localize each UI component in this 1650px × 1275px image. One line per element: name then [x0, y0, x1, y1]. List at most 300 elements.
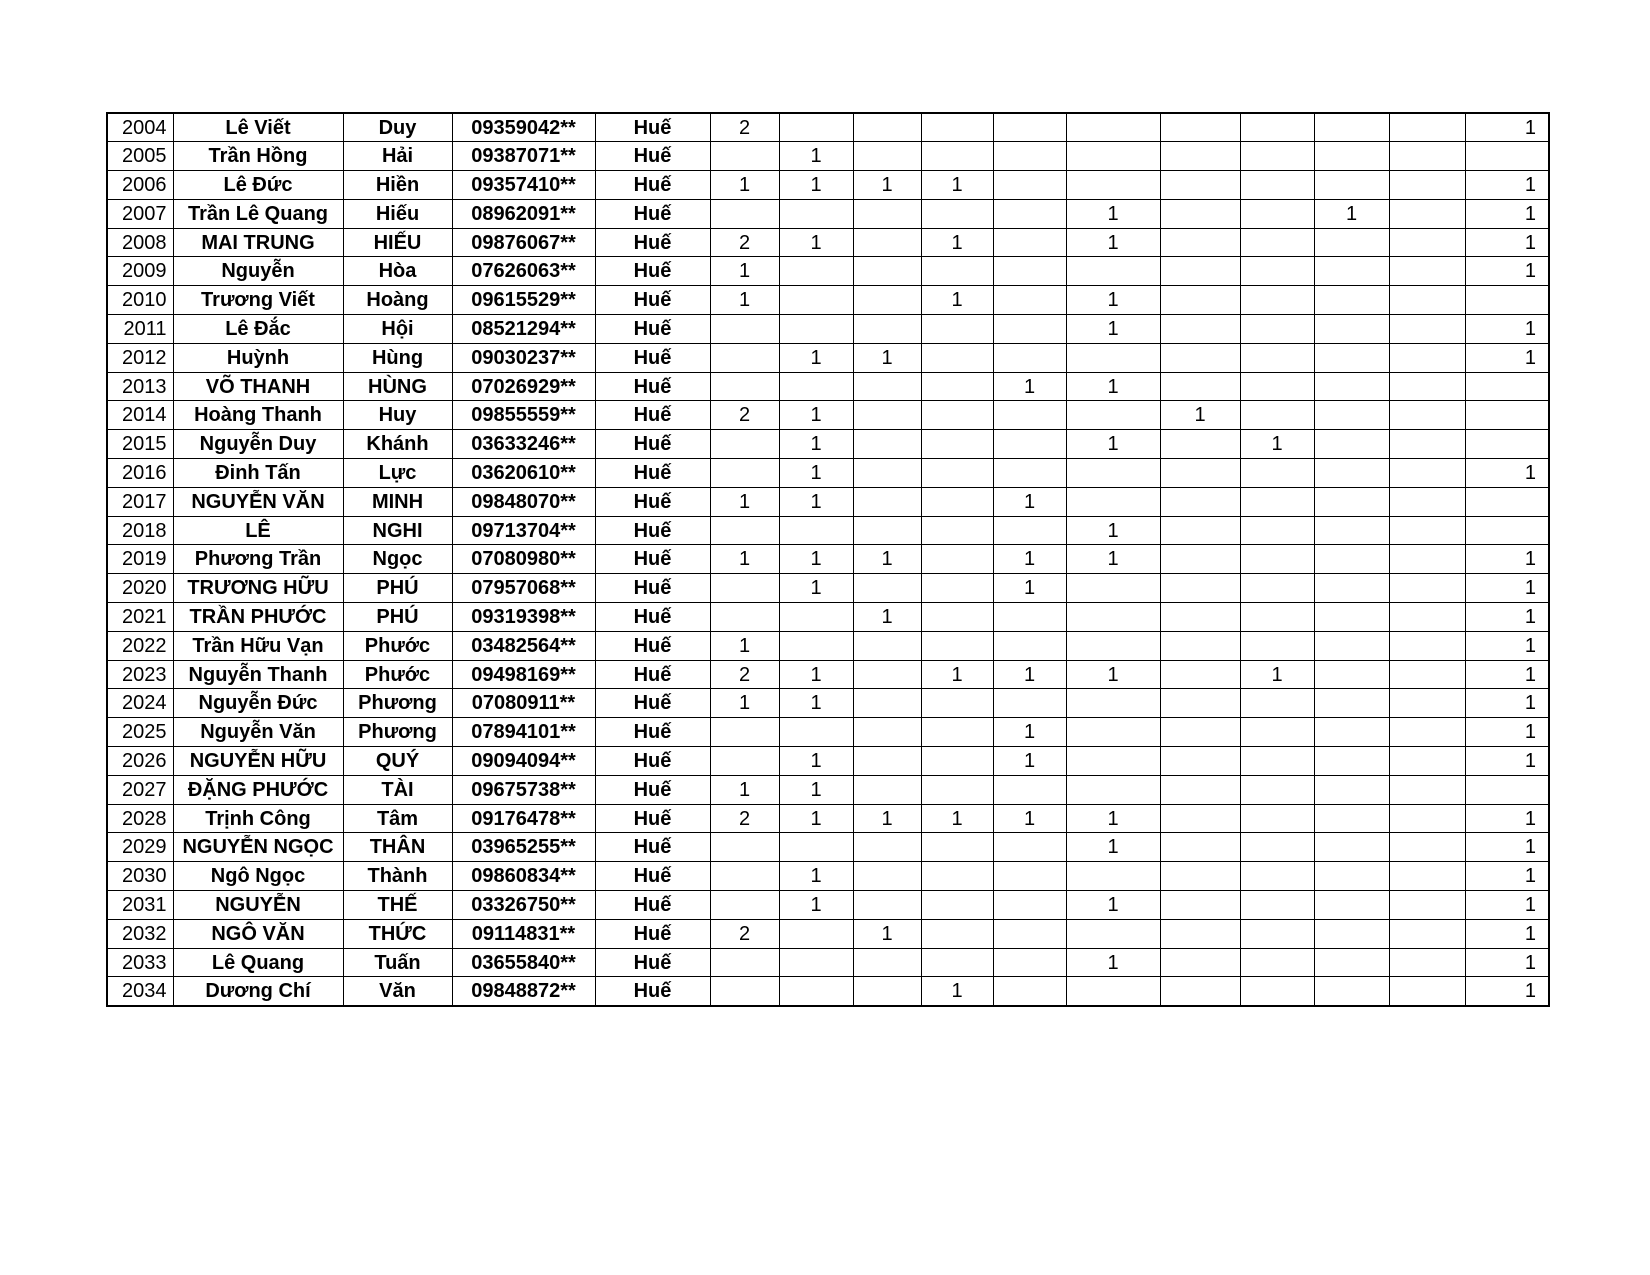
- table-row: [107, 631, 1549, 660]
- count-cell-1: 2: [710, 804, 779, 833]
- count-cell-2: 1: [779, 171, 853, 200]
- count-cell-5: [993, 113, 1066, 142]
- province-cell: Huế: [595, 286, 710, 315]
- province-cell: Huế: [595, 891, 710, 920]
- count-cell-8: [1240, 862, 1314, 891]
- surname-cell: Trần Lê Quang: [173, 199, 343, 228]
- count-cell-10: [1389, 372, 1465, 401]
- given-name-cell: Tuấn: [343, 948, 452, 977]
- count-cell-7: [1160, 545, 1240, 574]
- count-cell-9: [1314, 113, 1389, 142]
- count-cell-9: [1314, 315, 1389, 344]
- count-cell-6: [1066, 343, 1160, 372]
- count-cell-4: 1: [921, 660, 993, 689]
- count-cell-4: [921, 574, 993, 603]
- count-cell-3: 1: [853, 919, 921, 948]
- count-cell-4: [921, 718, 993, 747]
- table-row: [107, 862, 1549, 891]
- given-name-cell: Văn: [343, 977, 452, 1006]
- count-cell-9: [1314, 459, 1389, 488]
- count-cell-5: [993, 199, 1066, 228]
- count-cell-4: [921, 603, 993, 632]
- table-row: [107, 775, 1549, 804]
- count-cell-5: 1: [993, 804, 1066, 833]
- count-cell-7: [1160, 631, 1240, 660]
- table-row: [107, 919, 1549, 948]
- phone-cell: 09319398**: [452, 603, 595, 632]
- province-cell: Huế: [595, 689, 710, 718]
- count-cell-7: [1160, 747, 1240, 776]
- count-cell-4: [921, 689, 993, 718]
- given-name-cell: Hiếu: [343, 199, 452, 228]
- count-cell-10: [1389, 718, 1465, 747]
- given-name-cell: THÂN: [343, 833, 452, 862]
- count-cell-1: [710, 372, 779, 401]
- phone-cell: 09498169**: [452, 660, 595, 689]
- row-number-cell: 2006: [107, 171, 173, 200]
- count-cell-8: [1240, 603, 1314, 632]
- province-cell: Huế: [595, 257, 710, 286]
- count-cell-1: [710, 862, 779, 891]
- count-cell-10: [1389, 631, 1465, 660]
- count-cell-1: [710, 948, 779, 977]
- count-cell-4: [921, 948, 993, 977]
- province-cell: Huế: [595, 977, 710, 1006]
- count-cell-9: 1: [1314, 199, 1389, 228]
- row-number-cell: 2023: [107, 660, 173, 689]
- count-cell-6: [1066, 459, 1160, 488]
- count-cell-11: 1: [1465, 199, 1549, 228]
- phone-cell: 09876067**: [452, 228, 595, 257]
- count-cell-7: [1160, 257, 1240, 286]
- province-cell: Huế: [595, 718, 710, 747]
- count-cell-7: [1160, 142, 1240, 171]
- count-cell-8: [1240, 545, 1314, 574]
- given-name-cell: MINH: [343, 487, 452, 516]
- count-cell-4: [921, 430, 993, 459]
- phone-cell: 07626063**: [452, 257, 595, 286]
- count-cell-11: [1465, 775, 1549, 804]
- phone-cell: 07026929**: [452, 372, 595, 401]
- table-row: [107, 891, 1549, 920]
- table-row: [107, 286, 1549, 315]
- count-cell-7: [1160, 919, 1240, 948]
- count-cell-3: [853, 948, 921, 977]
- count-cell-10: [1389, 286, 1465, 315]
- count-cell-11: [1465, 372, 1549, 401]
- count-cell-11: 1: [1465, 257, 1549, 286]
- count-cell-5: [993, 516, 1066, 545]
- row-number-cell: 2018: [107, 516, 173, 545]
- count-cell-2: 1: [779, 487, 853, 516]
- row-number-cell: 2034: [107, 977, 173, 1006]
- count-cell-2: [779, 603, 853, 632]
- count-cell-8: [1240, 286, 1314, 315]
- count-cell-5: [993, 401, 1066, 430]
- surname-cell: ĐẶNG PHƯỚC: [173, 775, 343, 804]
- count-cell-1: 1: [710, 775, 779, 804]
- table-row: [107, 343, 1549, 372]
- count-cell-3: 1: [853, 171, 921, 200]
- count-cell-9: [1314, 689, 1389, 718]
- count-cell-7: [1160, 804, 1240, 833]
- phone-cell: 03620610**: [452, 459, 595, 488]
- count-cell-9: [1314, 574, 1389, 603]
- count-cell-9: [1314, 286, 1389, 315]
- count-cell-5: [993, 631, 1066, 660]
- count-cell-7: [1160, 689, 1240, 718]
- row-number-cell: 2008: [107, 228, 173, 257]
- count-cell-11: 1: [1465, 891, 1549, 920]
- count-cell-2: [779, 977, 853, 1006]
- phone-cell: 07957068**: [452, 574, 595, 603]
- count-cell-4: [921, 833, 993, 862]
- count-cell-1: 1: [710, 171, 779, 200]
- count-cell-4: 1: [921, 286, 993, 315]
- count-cell-1: [710, 516, 779, 545]
- given-name-cell: Tâm: [343, 804, 452, 833]
- surname-cell: VÕ THANH: [173, 372, 343, 401]
- table-row: [107, 718, 1549, 747]
- count-cell-6: [1066, 747, 1160, 776]
- count-cell-1: [710, 343, 779, 372]
- count-cell-2: 1: [779, 747, 853, 776]
- row-number-cell: 2024: [107, 689, 173, 718]
- count-cell-1: [710, 430, 779, 459]
- count-cell-5: [993, 603, 1066, 632]
- count-cell-4: 1: [921, 977, 993, 1006]
- province-cell: Huế: [595, 113, 710, 142]
- given-name-cell: HÙNG: [343, 372, 452, 401]
- province-cell: Huế: [595, 631, 710, 660]
- count-cell-5: 1: [993, 487, 1066, 516]
- count-cell-2: [779, 516, 853, 545]
- province-cell: Huế: [595, 833, 710, 862]
- count-cell-9: [1314, 631, 1389, 660]
- count-cell-11: [1465, 430, 1549, 459]
- row-number-cell: 2007: [107, 199, 173, 228]
- count-cell-11: [1465, 401, 1549, 430]
- count-cell-7: [1160, 430, 1240, 459]
- surname-cell: Nguyễn Duy: [173, 430, 343, 459]
- surname-cell: Nguyễn Văn: [173, 718, 343, 747]
- count-cell-2: [779, 948, 853, 977]
- province-cell: Huế: [595, 775, 710, 804]
- count-cell-11: 1: [1465, 919, 1549, 948]
- count-cell-3: [853, 977, 921, 1006]
- count-cell-8: [1240, 747, 1314, 776]
- count-cell-3: [853, 286, 921, 315]
- count-cell-5: [993, 228, 1066, 257]
- count-cell-9: [1314, 603, 1389, 632]
- count-cell-7: [1160, 459, 1240, 488]
- count-cell-7: [1160, 574, 1240, 603]
- count-cell-9: [1314, 487, 1389, 516]
- count-cell-9: [1314, 718, 1389, 747]
- count-cell-8: [1240, 199, 1314, 228]
- count-cell-10: [1389, 747, 1465, 776]
- count-cell-9: [1314, 142, 1389, 171]
- count-cell-3: 1: [853, 343, 921, 372]
- table-row: [107, 459, 1549, 488]
- count-cell-11: 1: [1465, 228, 1549, 257]
- surname-cell: Đinh Tấn: [173, 459, 343, 488]
- phone-cell: 07080980**: [452, 545, 595, 574]
- surname-cell: MAI TRUNG: [173, 228, 343, 257]
- count-cell-2: 1: [779, 775, 853, 804]
- given-name-cell: TÀI: [343, 775, 452, 804]
- count-cell-2: 1: [779, 862, 853, 891]
- count-cell-3: [853, 142, 921, 171]
- count-cell-11: 1: [1465, 574, 1549, 603]
- count-cell-6: [1066, 718, 1160, 747]
- count-cell-7: [1160, 343, 1240, 372]
- count-cell-5: [993, 833, 1066, 862]
- count-cell-5: 1: [993, 545, 1066, 574]
- count-cell-3: [853, 459, 921, 488]
- count-cell-3: [853, 862, 921, 891]
- count-cell-10: [1389, 891, 1465, 920]
- count-cell-4: [921, 891, 993, 920]
- surname-cell: Dương Chí: [173, 977, 343, 1006]
- count-cell-8: [1240, 401, 1314, 430]
- count-cell-10: [1389, 401, 1465, 430]
- count-cell-4: [921, 142, 993, 171]
- count-cell-7: [1160, 977, 1240, 1006]
- count-cell-1: [710, 891, 779, 920]
- count-cell-10: [1389, 171, 1465, 200]
- count-cell-8: [1240, 689, 1314, 718]
- count-cell-2: [779, 631, 853, 660]
- count-cell-3: [853, 718, 921, 747]
- count-cell-7: [1160, 516, 1240, 545]
- province-cell: Huế: [595, 401, 710, 430]
- count-cell-5: [993, 459, 1066, 488]
- count-cell-4: 1: [921, 804, 993, 833]
- count-cell-10: [1389, 804, 1465, 833]
- count-cell-5: [993, 257, 1066, 286]
- count-cell-1: [710, 833, 779, 862]
- count-cell-9: [1314, 891, 1389, 920]
- count-cell-11: 1: [1465, 833, 1549, 862]
- row-number-cell: 2026: [107, 747, 173, 776]
- count-cell-3: [853, 199, 921, 228]
- count-cell-3: [853, 516, 921, 545]
- count-cell-5: [993, 171, 1066, 200]
- count-cell-1: [710, 459, 779, 488]
- count-cell-1: [710, 199, 779, 228]
- row-number-cell: 2027: [107, 775, 173, 804]
- count-cell-9: [1314, 919, 1389, 948]
- row-number-cell: 2011: [107, 315, 173, 344]
- count-cell-9: [1314, 545, 1389, 574]
- phone-cell: 09848872**: [452, 977, 595, 1006]
- count-cell-2: [779, 919, 853, 948]
- count-cell-9: [1314, 660, 1389, 689]
- count-cell-10: [1389, 919, 1465, 948]
- count-cell-7: 1: [1160, 401, 1240, 430]
- count-cell-7: [1160, 948, 1240, 977]
- count-cell-2: [779, 286, 853, 315]
- row-number-cell: 2016: [107, 459, 173, 488]
- phone-cell: 09615529**: [452, 286, 595, 315]
- count-cell-5: [993, 891, 1066, 920]
- count-cell-6: [1066, 257, 1160, 286]
- count-cell-11: 1: [1465, 603, 1549, 632]
- table-row: [107, 171, 1549, 200]
- count-cell-9: [1314, 401, 1389, 430]
- count-cell-6: [1066, 977, 1160, 1006]
- count-cell-10: [1389, 113, 1465, 142]
- count-cell-5: 1: [993, 574, 1066, 603]
- province-cell: Huế: [595, 804, 710, 833]
- count-cell-7: [1160, 862, 1240, 891]
- given-name-cell: Phước: [343, 631, 452, 660]
- count-cell-5: 1: [993, 660, 1066, 689]
- phone-cell: 09030237**: [452, 343, 595, 372]
- phone-cell: 08962091**: [452, 199, 595, 228]
- surname-cell: Phương Trần: [173, 545, 343, 574]
- province-cell: Huế: [595, 199, 710, 228]
- count-cell-9: [1314, 948, 1389, 977]
- table-row: [107, 487, 1549, 516]
- count-cell-11: 1: [1465, 545, 1549, 574]
- given-name-cell: Duy: [343, 113, 452, 142]
- phone-cell: 09387071**: [452, 142, 595, 171]
- phone-cell: 07080911**: [452, 689, 595, 718]
- row-number-cell: 2032: [107, 919, 173, 948]
- given-name-cell: Khánh: [343, 430, 452, 459]
- count-cell-10: [1389, 574, 1465, 603]
- count-cell-8: [1240, 171, 1314, 200]
- count-cell-5: [993, 977, 1066, 1006]
- row-number-cell: 2017: [107, 487, 173, 516]
- given-name-cell: Phước: [343, 660, 452, 689]
- count-cell-4: [921, 862, 993, 891]
- count-cell-4: [921, 113, 993, 142]
- phone-cell: 09094094**: [452, 747, 595, 776]
- phone-cell: 03633246**: [452, 430, 595, 459]
- given-name-cell: Ngọc: [343, 545, 452, 574]
- count-cell-1: 2: [710, 660, 779, 689]
- count-cell-8: [1240, 948, 1314, 977]
- count-cell-3: [853, 775, 921, 804]
- count-cell-2: [779, 257, 853, 286]
- given-name-cell: PHÚ: [343, 574, 452, 603]
- count-cell-9: [1314, 228, 1389, 257]
- count-cell-6: 1: [1066, 804, 1160, 833]
- count-cell-7: [1160, 113, 1240, 142]
- count-cell-5: [993, 343, 1066, 372]
- surname-cell: NGUYỄN NGỌC: [173, 833, 343, 862]
- count-cell-2: [779, 833, 853, 862]
- count-cell-9: [1314, 343, 1389, 372]
- table-row: [107, 574, 1549, 603]
- count-cell-11: 1: [1465, 459, 1549, 488]
- count-cell-9: [1314, 747, 1389, 776]
- province-cell: Huế: [595, 142, 710, 171]
- count-cell-8: [1240, 804, 1314, 833]
- count-cell-4: [921, 919, 993, 948]
- count-cell-1: 2: [710, 113, 779, 142]
- phone-cell: 09860834**: [452, 862, 595, 891]
- phone-cell: 09848070**: [452, 487, 595, 516]
- row-number-cell: 2009: [107, 257, 173, 286]
- count-cell-6: [1066, 862, 1160, 891]
- given-name-cell: Hòa: [343, 257, 452, 286]
- surname-cell: TRƯƠNG HỮU: [173, 574, 343, 603]
- count-cell-11: 1: [1465, 660, 1549, 689]
- count-cell-7: [1160, 891, 1240, 920]
- count-cell-6: [1066, 919, 1160, 948]
- phone-cell: 03326750**: [452, 891, 595, 920]
- count-cell-5: [993, 919, 1066, 948]
- province-cell: Huế: [595, 228, 710, 257]
- count-cell-8: [1240, 516, 1314, 545]
- count-cell-3: [853, 833, 921, 862]
- count-cell-10: [1389, 977, 1465, 1006]
- count-cell-2: 1: [779, 343, 853, 372]
- count-cell-4: [921, 372, 993, 401]
- table-row: [107, 516, 1549, 545]
- count-cell-3: [853, 487, 921, 516]
- count-cell-8: [1240, 631, 1314, 660]
- table-row: [107, 199, 1549, 228]
- count-cell-6: 1: [1066, 833, 1160, 862]
- count-cell-11: 1: [1465, 113, 1549, 142]
- row-number-cell: 2019: [107, 545, 173, 574]
- count-cell-1: 1: [710, 631, 779, 660]
- count-cell-7: [1160, 286, 1240, 315]
- count-cell-10: [1389, 516, 1465, 545]
- surname-cell: LÊ: [173, 516, 343, 545]
- count-cell-9: [1314, 804, 1389, 833]
- phone-cell: 08521294**: [452, 315, 595, 344]
- count-cell-10: [1389, 862, 1465, 891]
- row-number-cell: 2030: [107, 862, 173, 891]
- province-cell: Huế: [595, 430, 710, 459]
- phone-cell: 09176478**: [452, 804, 595, 833]
- surname-cell: Lê Đức: [173, 171, 343, 200]
- count-cell-8: [1240, 113, 1314, 142]
- province-cell: Huế: [595, 919, 710, 948]
- row-number-cell: 2015: [107, 430, 173, 459]
- count-cell-8: [1240, 142, 1314, 171]
- count-cell-1: 1: [710, 689, 779, 718]
- province-cell: Huế: [595, 516, 710, 545]
- given-name-cell: NGHI: [343, 516, 452, 545]
- given-name-cell: Hải: [343, 142, 452, 171]
- count-cell-1: 1: [710, 286, 779, 315]
- count-cell-9: [1314, 171, 1389, 200]
- count-cell-2: [779, 199, 853, 228]
- count-cell-11: 1: [1465, 631, 1549, 660]
- count-cell-5: 1: [993, 747, 1066, 776]
- phone-cell: 03482564**: [452, 631, 595, 660]
- count-cell-8: [1240, 257, 1314, 286]
- count-cell-6: [1066, 603, 1160, 632]
- count-cell-4: 1: [921, 171, 993, 200]
- count-cell-11: 1: [1465, 862, 1549, 891]
- row-number-cell: 2012: [107, 343, 173, 372]
- count-cell-3: [853, 631, 921, 660]
- count-cell-6: [1066, 142, 1160, 171]
- count-cell-6: 1: [1066, 545, 1160, 574]
- surname-cell: TRẦN PHƯỚC: [173, 603, 343, 632]
- count-cell-4: [921, 747, 993, 776]
- province-cell: Huế: [595, 948, 710, 977]
- count-cell-11: [1465, 487, 1549, 516]
